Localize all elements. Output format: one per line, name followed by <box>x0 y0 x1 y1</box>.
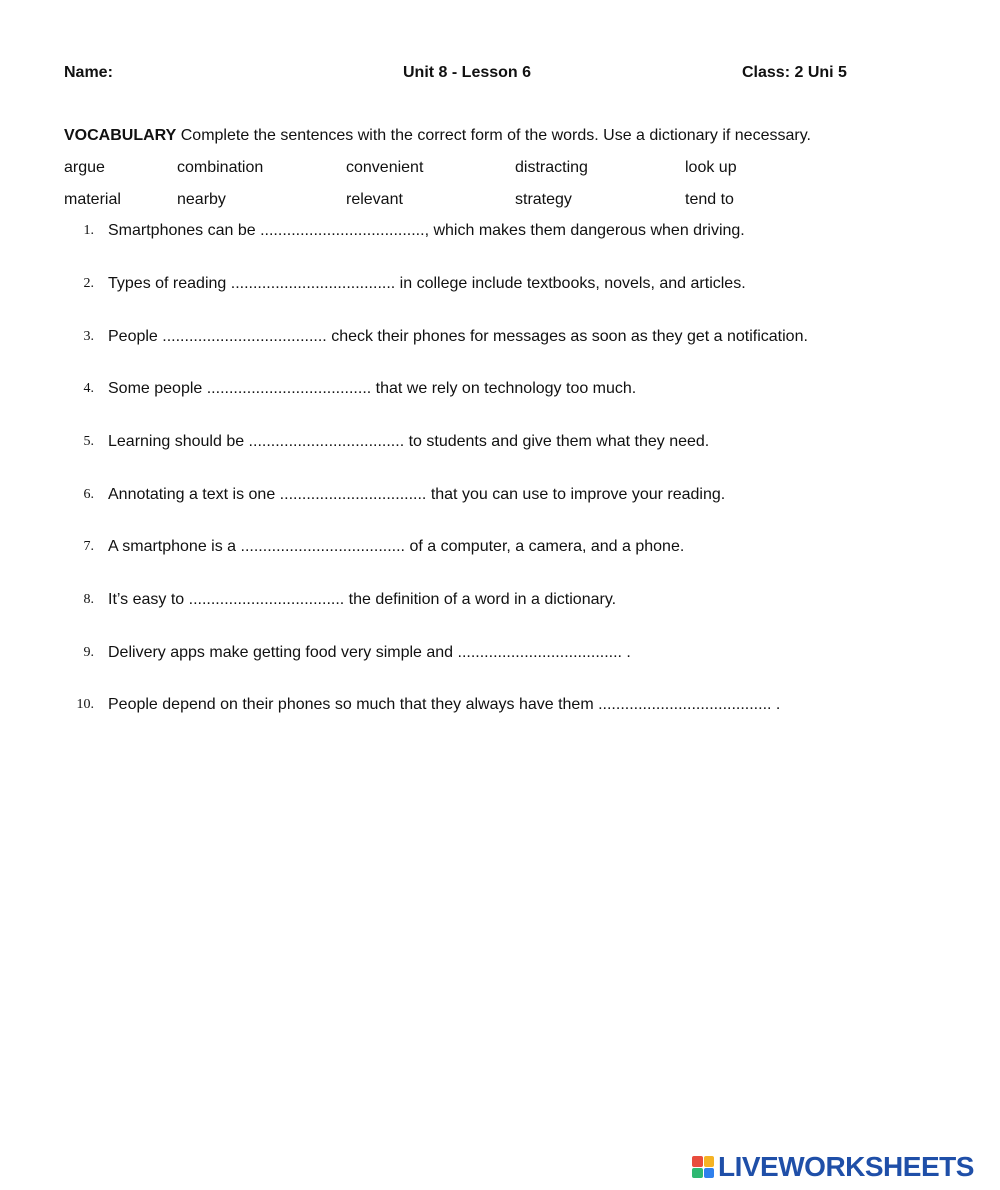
question-number: 9. <box>83 645 94 660</box>
question-number: 10. <box>76 697 94 712</box>
word-bank-item: look up <box>685 159 737 176</box>
word-bank-row-2 <box>0 191 1000 213</box>
question-text: Smartphones can be ....................................., which makes them dangerous when driving. <box>108 222 745 239</box>
question-5 <box>0 433 1000 455</box>
word-bank-item: tend to <box>685 191 734 208</box>
word-bank-item: convenient <box>346 159 424 176</box>
question-8 <box>0 591 1000 613</box>
name-label: Name: <box>64 64 113 81</box>
question-text: A smartphone is a ..................................... of a computer, a camera, and a phone. <box>108 538 685 555</box>
question-text: People ..................................... check their phones for messages as soon as they get a notification. <box>108 328 808 345</box>
word-bank-item: distracting <box>515 159 588 176</box>
question-number: 7. <box>83 539 94 554</box>
vocabulary-heading: VOCABULARY <box>64 127 177 144</box>
question-10 <box>0 696 1000 718</box>
question-number: 8. <box>83 592 94 607</box>
word-bank-item: strategy <box>515 191 572 208</box>
question-text: Some people ..................................... that we rely on technology too much. <box>108 380 637 397</box>
word-bank-item: combination <box>177 159 264 176</box>
question-number: 5. <box>83 434 94 449</box>
question-text: Annotating a text is one ................................. that you can use to improve your reading. <box>108 486 726 503</box>
question-number: 1. <box>83 223 94 238</box>
question-text: Delivery apps make getting food very simple and ..................................... . <box>108 644 631 661</box>
word-bank-item: material <box>64 191 121 208</box>
liveworksheets-logo-icon <box>692 1156 714 1178</box>
lesson-title: Unit 8 - Lesson 6 <box>403 64 532 81</box>
question-3 <box>0 328 1000 350</box>
question-4 <box>0 380 1000 402</box>
word-bank-row-1 <box>0 159 1000 181</box>
question-1 <box>0 222 1000 244</box>
question-text: Learning should be ................................... to students and give them what they need. <box>108 433 710 450</box>
word-bank-item: argue <box>64 159 105 176</box>
question-number: 3. <box>83 329 94 344</box>
word-bank-item: nearby <box>177 191 226 208</box>
question-number: 2. <box>83 276 94 291</box>
instructions-text: Complete the sentences with the correct form of the words. Use a dictionary if necessary. <box>176 127 811 144</box>
question-text: Types of reading ..................................... in college include textbooks, novels, and articles. <box>108 275 746 292</box>
question-number: 6. <box>83 487 94 502</box>
worksheet-header <box>0 64 1000 86</box>
question-text: People depend on their phones so much that they always have them ....................................... . <box>108 696 781 713</box>
liveworksheets-logo <box>692 1152 992 1182</box>
question-6 <box>0 486 1000 508</box>
question-7 <box>0 538 1000 560</box>
word-bank-item: relevant <box>346 191 403 208</box>
question-9 <box>0 644 1000 666</box>
question-2 <box>0 275 1000 297</box>
liveworksheets-logo-text: LIVEWORKSHEETS <box>718 1151 974 1182</box>
question-number: 4. <box>83 381 94 396</box>
question-text: It’s easy to ................................... the definition of a word in a dictionary. <box>108 591 617 608</box>
class-label: Class: 2 Uni 5 <box>742 64 847 81</box>
instructions <box>64 127 964 145</box>
